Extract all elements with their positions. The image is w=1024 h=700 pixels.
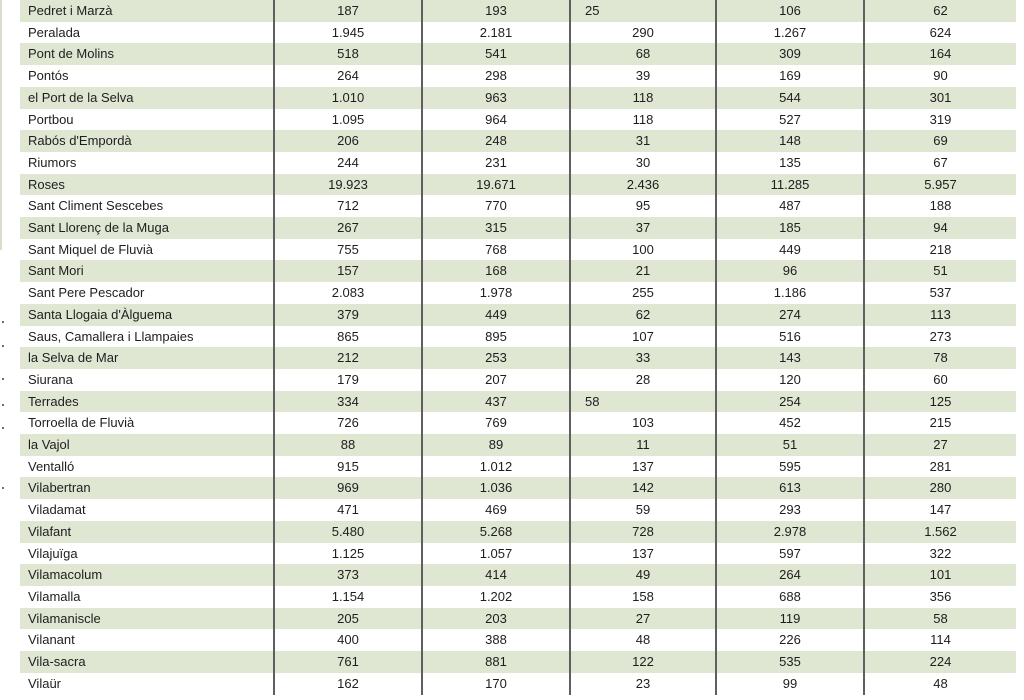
value-cell-col5: 78 — [864, 347, 1016, 369]
value-cell-col2: 253 — [422, 347, 570, 369]
table-row — [20, 109, 1016, 131]
value-cell-col4: 226 — [716, 629, 864, 651]
value-cell-col2: 1.036 — [422, 477, 570, 499]
value-cell-col4: 1.186 — [716, 282, 864, 304]
value-cell-col2: 388 — [422, 629, 570, 651]
value-cell-col2: 541 — [422, 43, 570, 65]
municipality-cell: Vilanant — [28, 632, 75, 648]
value-cell-col4: 254 — [716, 391, 864, 413]
value-cell-col5: 5.957 — [864, 174, 1016, 196]
value-cell-col3: 103 — [570, 412, 716, 434]
table-row — [20, 22, 1016, 44]
value-cell-col1: 2.083 — [274, 282, 422, 304]
value-cell-col4: 452 — [716, 412, 864, 434]
value-cell-col3: 728 — [570, 521, 716, 543]
table-row — [20, 304, 1016, 326]
value-cell-col2: 19.671 — [422, 174, 570, 196]
value-cell-col5: 60 — [864, 369, 1016, 391]
value-cell-col3: 27 — [570, 608, 716, 630]
table-row — [20, 217, 1016, 239]
municipality-cell: Pont de Molins — [28, 46, 114, 62]
value-cell-col5: 90 — [864, 65, 1016, 87]
population-table-container — [20, 0, 1016, 694]
municipality-cell: Sant Climent Sescebes — [28, 198, 164, 214]
table-row — [20, 282, 1016, 304]
value-cell-col4: 264 — [716, 564, 864, 586]
municipality-cell: Pedret i Marzà — [28, 3, 113, 18]
value-cell-col3: 100 — [570, 239, 716, 261]
value-cell-col4: 11.285 — [716, 174, 864, 196]
value-cell-col5: 322 — [864, 543, 1016, 565]
value-cell-col5: 62 — [864, 0, 1016, 22]
margin-mark — [2, 345, 4, 347]
value-cell-col5: 125 — [864, 391, 1016, 413]
municipality-cell: Sant Mori — [28, 263, 84, 279]
value-cell-col5: 164 — [864, 43, 1016, 65]
municipality-cell: el Port de la Selva — [28, 89, 134, 105]
value-cell-col2: 449 — [422, 304, 570, 326]
value-cell-col3: 62 — [570, 304, 716, 326]
value-cell-col4: 597 — [716, 543, 864, 565]
value-cell-col1: 205 — [274, 608, 422, 630]
value-cell-col2: 170 — [422, 673, 570, 695]
value-cell-col2: 5.268 — [422, 521, 570, 543]
population-table — [20, 0, 1016, 695]
margin-mark — [2, 378, 4, 380]
value-cell-col5: 356 — [864, 586, 1016, 608]
value-cell-col1: 400 — [274, 629, 422, 651]
value-cell-col1: 865 — [274, 326, 422, 348]
value-cell-col2: 1.978 — [422, 282, 570, 304]
value-cell-col1: 379 — [274, 304, 422, 326]
value-cell-col5: 94 — [864, 217, 1016, 239]
municipality-cell: Roses — [28, 176, 65, 192]
value-cell-col3: 118 — [570, 109, 716, 131]
value-cell-col1: 334 — [274, 391, 422, 413]
value-cell-col3: 107 — [570, 326, 716, 348]
value-cell-col2: 231 — [422, 152, 570, 174]
value-cell-col4: 613 — [716, 477, 864, 499]
table-row — [20, 564, 1016, 586]
value-cell-col1: 1.945 — [274, 22, 422, 44]
value-cell-col4: 544 — [716, 87, 864, 109]
municipality-cell: Riumors — [28, 154, 77, 170]
table-row — [20, 347, 1016, 369]
value-cell-col4: 51 — [716, 434, 864, 456]
table-row — [20, 586, 1016, 608]
value-cell-col1: 726 — [274, 412, 422, 434]
value-cell-col3: 142 — [570, 477, 716, 499]
value-cell-col2: 248 — [422, 130, 570, 152]
value-cell-col1: 5.480 — [274, 521, 422, 543]
value-cell-col3: 48 — [570, 629, 716, 651]
table-row — [20, 608, 1016, 630]
municipality-cell: Vilabertran — [28, 480, 91, 496]
value-cell-col3: 23 — [570, 673, 716, 695]
value-cell-col4: 96 — [716, 260, 864, 282]
municipality-cell: Terrades — [28, 393, 79, 409]
value-cell-col2: 203 — [422, 608, 570, 630]
value-cell-col3: 37 — [570, 217, 716, 239]
value-cell-col4: 1.267 — [716, 22, 864, 44]
municipality-cell: Vilamalla — [28, 588, 81, 604]
municipality-cell: Ventalló — [28, 458, 75, 474]
table-row — [20, 239, 1016, 261]
value-cell-col4: 185 — [716, 217, 864, 239]
value-cell-col5: 624 — [864, 22, 1016, 44]
value-cell-col3: 28 — [570, 369, 716, 391]
table-row — [20, 87, 1016, 109]
value-cell-col1: 187 — [274, 0, 422, 22]
value-cell-col4: 309 — [716, 43, 864, 65]
value-cell-col3: 39 — [570, 65, 716, 87]
value-cell-col2: 1.057 — [422, 543, 570, 565]
value-cell-col3: 137 — [570, 543, 716, 565]
value-cell-col1: 157 — [274, 260, 422, 282]
value-cell-col1: 264 — [274, 65, 422, 87]
value-cell-col5: 69 — [864, 130, 1016, 152]
value-cell-col2: 2.181 — [422, 22, 570, 44]
value-cell-col4: 148 — [716, 130, 864, 152]
value-cell-col4: 143 — [716, 347, 864, 369]
value-cell-col1: 761 — [274, 651, 422, 673]
municipality-cell: Pontós — [28, 68, 69, 84]
value-cell-col5: 319 — [864, 109, 1016, 131]
value-cell-col4: 516 — [716, 326, 864, 348]
table-row — [20, 673, 1016, 695]
value-cell-col3: 158 — [570, 586, 716, 608]
table-row — [20, 65, 1016, 87]
value-cell-col5: 114 — [864, 629, 1016, 651]
value-cell-col1: 244 — [274, 152, 422, 174]
value-cell-col1: 471 — [274, 499, 422, 521]
table-row — [20, 477, 1016, 499]
value-cell-col4: 99 — [716, 673, 864, 695]
value-cell-col5: 215 — [864, 412, 1016, 434]
table-row — [20, 499, 1016, 521]
value-cell-col3: 58 — [570, 391, 716, 413]
value-cell-col4: 120 — [716, 369, 864, 391]
municipality-cell: Portbou — [28, 111, 74, 127]
value-cell-col5: 301 — [864, 87, 1016, 109]
value-cell-col1: 206 — [274, 130, 422, 152]
table-row — [20, 260, 1016, 282]
municipality-cell: Vilaür — [28, 675, 62, 691]
value-cell-col3: 25 — [570, 0, 716, 22]
value-cell-col4: 2.978 — [716, 521, 864, 543]
value-cell-col3: 59 — [570, 499, 716, 521]
value-cell-col5: 188 — [864, 195, 1016, 217]
value-cell-col1: 179 — [274, 369, 422, 391]
value-cell-col2: 770 — [422, 195, 570, 217]
value-cell-col1: 712 — [274, 195, 422, 217]
value-cell-col2: 193 — [422, 0, 570, 22]
value-cell-col2: 89 — [422, 434, 570, 456]
value-cell-col1: 212 — [274, 347, 422, 369]
value-cell-col3: 31 — [570, 130, 716, 152]
table-row — [20, 543, 1016, 565]
value-cell-col4: 595 — [716, 456, 864, 478]
value-cell-col1: 1.010 — [274, 87, 422, 109]
municipality-cell: Peralada — [28, 24, 81, 40]
table-row — [20, 651, 1016, 673]
value-cell-col5: 280 — [864, 477, 1016, 499]
value-cell-col4: 449 — [716, 239, 864, 261]
municipality-cell: Santa Llogaia d'Àlguema — [28, 306, 173, 322]
value-cell-col3: 2.436 — [570, 174, 716, 196]
municipality-cell: Viladamat — [28, 502, 86, 518]
value-cell-col1: 1.154 — [274, 586, 422, 608]
value-cell-col2: 207 — [422, 369, 570, 391]
value-cell-col4: 487 — [716, 195, 864, 217]
value-cell-col4: 119 — [716, 608, 864, 630]
table-row — [20, 174, 1016, 196]
value-cell-col2: 298 — [422, 65, 570, 87]
table-row — [20, 152, 1016, 174]
value-cell-col4: 274 — [716, 304, 864, 326]
margin-mark — [2, 487, 4, 489]
value-cell-col1: 1.095 — [274, 109, 422, 131]
value-cell-col3: 118 — [570, 87, 716, 109]
value-cell-col5: 113 — [864, 304, 1016, 326]
value-cell-col1: 915 — [274, 456, 422, 478]
municipality-cell: la Vajol — [28, 437, 70, 453]
value-cell-col5: 537 — [864, 282, 1016, 304]
table-body — [20, 0, 1016, 695]
value-cell-col1: 373 — [274, 564, 422, 586]
municipality-cell: Vila-sacra — [28, 654, 86, 670]
table-row — [20, 391, 1016, 413]
value-cell-col4: 535 — [716, 651, 864, 673]
value-cell-col3: 290 — [570, 22, 716, 44]
table-row — [20, 43, 1016, 65]
value-cell-col1: 19.923 — [274, 174, 422, 196]
value-cell-col2: 1.012 — [422, 456, 570, 478]
municipality-cell: Sant Llorenç de la Muga — [28, 220, 169, 236]
value-cell-col4: 135 — [716, 152, 864, 174]
value-cell-col4: 293 — [716, 499, 864, 521]
value-cell-col5: 58 — [864, 608, 1016, 630]
value-cell-col4: 106 — [716, 0, 864, 22]
value-cell-col2: 963 — [422, 87, 570, 109]
municipality-cell: Sant Miquel de Fluvià — [28, 241, 154, 257]
value-cell-col5: 51 — [864, 260, 1016, 282]
value-cell-col1: 88 — [274, 434, 422, 456]
municipality-cell: Rabós d'Empordà — [28, 133, 132, 149]
margin-mark — [2, 404, 4, 406]
value-cell-col2: 168 — [422, 260, 570, 282]
value-cell-col2: 414 — [422, 564, 570, 586]
margin-mark — [2, 321, 4, 323]
table-row — [20, 195, 1016, 217]
value-cell-col3: 95 — [570, 195, 716, 217]
municipality-cell: Vilamacolum — [28, 567, 103, 583]
value-cell-col1: 969 — [274, 477, 422, 499]
municipality-cell: Torroella de Fluvià — [28, 415, 135, 431]
value-cell-col3: 122 — [570, 651, 716, 673]
value-cell-col3: 49 — [570, 564, 716, 586]
value-cell-col3: 68 — [570, 43, 716, 65]
value-cell-col4: 527 — [716, 109, 864, 131]
value-cell-col1: 267 — [274, 217, 422, 239]
value-cell-col2: 964 — [422, 109, 570, 131]
value-cell-col5: 281 — [864, 456, 1016, 478]
value-cell-col2: 768 — [422, 239, 570, 261]
value-cell-col5: 48 — [864, 673, 1016, 695]
municipality-cell: Vilamaniscle — [28, 610, 101, 626]
value-cell-col5: 67 — [864, 152, 1016, 174]
table-row — [20, 326, 1016, 348]
municipality-cell: Siurana — [28, 371, 73, 387]
value-cell-col2: 881 — [422, 651, 570, 673]
table-row — [20, 0, 1016, 22]
municipality-cell: Vilafant — [28, 523, 72, 539]
municipality-cell: Sant Pere Pescador — [28, 285, 145, 301]
value-cell-col5: 147 — [864, 499, 1016, 521]
table-row — [20, 521, 1016, 543]
value-cell-col2: 1.202 — [422, 586, 570, 608]
value-cell-col5: 1.562 — [864, 521, 1016, 543]
value-cell-col1: 1.125 — [274, 543, 422, 565]
value-cell-col2: 437 — [422, 391, 570, 413]
value-cell-col5: 27 — [864, 434, 1016, 456]
value-cell-col3: 137 — [570, 456, 716, 478]
value-cell-col1: 755 — [274, 239, 422, 261]
value-cell-col4: 688 — [716, 586, 864, 608]
value-cell-col3: 255 — [570, 282, 716, 304]
value-cell-col1: 518 — [274, 43, 422, 65]
value-cell-col5: 273 — [864, 326, 1016, 348]
municipality-cell: Vilajuïga — [28, 545, 78, 561]
margin-mark — [2, 427, 4, 429]
value-cell-col2: 315 — [422, 217, 570, 239]
left-margin-rule — [0, 0, 2, 250]
value-cell-col1: 162 — [274, 673, 422, 695]
table-row — [20, 456, 1016, 478]
table-row — [20, 130, 1016, 152]
table-row — [20, 369, 1016, 391]
municipality-cell: Saus, Camallera i Llampaies — [28, 328, 194, 344]
value-cell-col2: 895 — [422, 326, 570, 348]
value-cell-col5: 101 — [864, 564, 1016, 586]
value-cell-col5: 224 — [864, 651, 1016, 673]
value-cell-col3: 11 — [570, 434, 716, 456]
value-cell-col5: 218 — [864, 239, 1016, 261]
table-row — [20, 434, 1016, 456]
value-cell-col3: 21 — [570, 260, 716, 282]
value-cell-col3: 30 — [570, 152, 716, 174]
value-cell-col2: 469 — [422, 499, 570, 521]
table-row — [20, 412, 1016, 434]
value-cell-col4: 169 — [716, 65, 864, 87]
value-cell-col3: 33 — [570, 347, 716, 369]
municipality-cell: la Selva de Mar — [28, 350, 119, 366]
value-cell-col2: 769 — [422, 412, 570, 434]
table-row — [20, 629, 1016, 651]
